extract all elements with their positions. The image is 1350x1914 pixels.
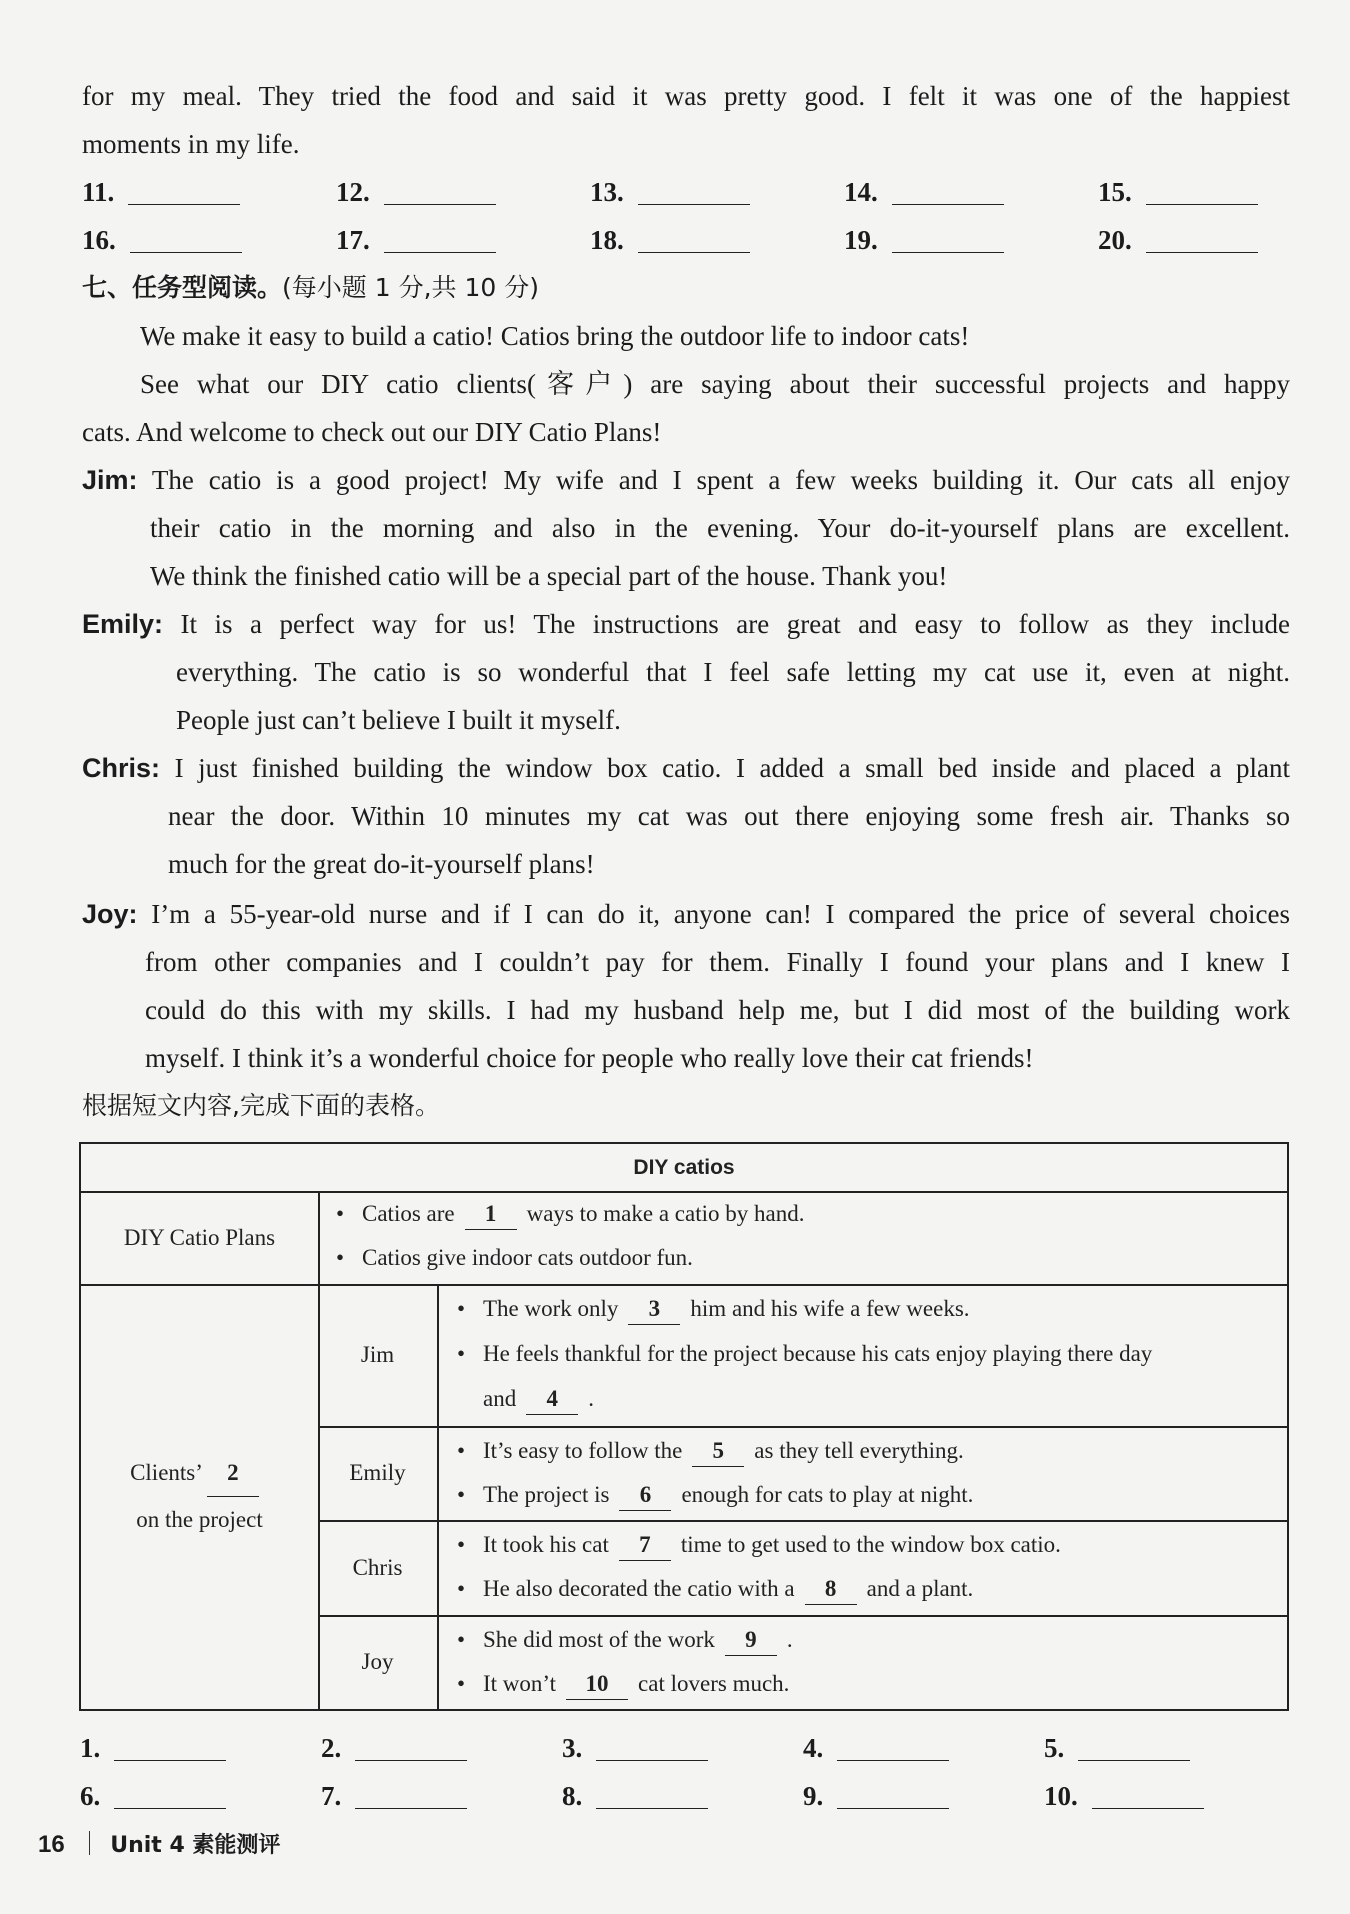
answer-blank[interactable]: 8. <box>562 1780 708 1812</box>
table-bullet: • It took his cat 7 time to get used to the window box catio. <box>457 1530 1061 1561</box>
speaker-name: Jim: <box>82 465 138 495</box>
passage-line: People just can’t believe I built it myself. <box>176 705 621 735</box>
table-bullet-cont: and 4 . <box>483 1384 594 1415</box>
row-label-clients: Clients’ 2 on the project <box>81 1284 318 1709</box>
passage-line: myself. I think it’s a wonderful choice for people who really love their cat friends! <box>145 1043 1034 1073</box>
passage-line: much for the great do-it-yourself plans! <box>168 849 595 879</box>
unit-label: Unit 4 素能测评 <box>110 1833 281 1858</box>
passage-line: Chris: I just finished building the window box catio. I added a small bed inside and placed a plant <box>82 753 1291 783</box>
answer-blank[interactable]: 13. <box>590 176 750 208</box>
page-number: 16 <box>38 1831 65 1858</box>
table-header: DIY catios <box>633 1155 735 1179</box>
client-name-chris: Chris <box>352 1554 403 1580</box>
table-bullet: • Catios are 1 ways to make a catio by hand. <box>336 1199 804 1230</box>
section-title <box>82 264 539 312</box>
answer-blanks-row <box>0 176 1350 220</box>
answer-blank[interactable]: 2. <box>321 1732 467 1764</box>
answer-blank[interactable]: 10. <box>1044 1780 1204 1812</box>
table-bullet: • He also decorated the catio with a 8 and a plant. <box>457 1574 973 1605</box>
answer-blank[interactable]: 17. <box>336 224 496 256</box>
answer-blank[interactable]: 20. <box>1098 224 1258 256</box>
page-footer <box>38 1828 280 1859</box>
passage-line: Emily: It is a perfect way for us! The instructions are great and easy to follow as they include <box>82 609 1290 639</box>
answer-blank[interactable]: 7. <box>321 1780 467 1812</box>
table-bullet: • The work only 3 him and his wife a few weeks. <box>457 1294 970 1325</box>
table-blank[interactable]: 6 <box>619 1480 671 1511</box>
table-blank[interactable]: 5 <box>692 1436 744 1467</box>
answer-blanks-row <box>0 224 1350 268</box>
passage-line: everything. The catio is so wonderful that I feel safe letting my cat use it, even at night. <box>176 657 1290 687</box>
answer-blank[interactable]: 11. <box>82 176 240 208</box>
passage-line: moments in my life. <box>82 129 300 159</box>
answer-blanks-row <box>0 1780 1350 1824</box>
client-name-emily: Emily <box>349 1460 406 1485</box>
answer-blank[interactable]: 5. <box>1044 1732 1190 1764</box>
passage-line: We think the finished catio will be a special part of the house. Thank you! <box>150 561 948 591</box>
section-heading: 七、任务型阅读。 <box>82 273 283 302</box>
answer-blank[interactable]: 16. <box>82 224 242 256</box>
task-instruction: 根据短文内容,完成下面的表格。 <box>82 1091 440 1120</box>
speaker-name: Chris: <box>82 753 161 783</box>
answer-blank[interactable]: 18. <box>590 224 750 256</box>
passage-line: We make it easy to build a catio! Catios bring the outdoor life to indoor cats! <box>140 321 970 351</box>
passage-line: near the door. Within 10 minutes my cat was out there enjoying some fresh air. Thanks so <box>168 801 1290 831</box>
answer-blank[interactable]: 4. <box>803 1732 949 1764</box>
table-blank[interactable]: 2 <box>207 1450 259 1497</box>
diy-catios-table <box>79 1142 1289 1711</box>
answer-blank[interactable]: 1. <box>80 1732 226 1764</box>
answer-blank[interactable]: 15. <box>1098 176 1258 208</box>
table-blank[interactable]: 1 <box>465 1199 517 1230</box>
client-name-jim: Jim <box>360 1342 395 1367</box>
passage-line: from other companies and I couldn’t pay for them. Finally I found your plans and I knew I <box>145 947 1290 977</box>
table-bullet: • She did most of the work 9 . <box>457 1625 793 1656</box>
footer-divider <box>89 1831 91 1855</box>
table-bullet: • Catios give indoor cats outdoor fun. <box>336 1245 693 1270</box>
table-blank[interactable]: 7 <box>619 1530 671 1561</box>
table-blank[interactable]: 10 <box>566 1669 628 1700</box>
table-bullet: • The project is 6 enough for cats to play at night. <box>457 1480 973 1511</box>
table-bullet: • It’s easy to follow the 5 as they tell everything. <box>457 1436 964 1467</box>
passage-line: See what our DIY catio clients(客户) are saying about their successful projects and happy <box>140 369 1290 399</box>
client-name-joy: Joy <box>361 1649 394 1674</box>
speaker-name: Emily: <box>82 609 164 639</box>
answer-blanks-row <box>0 1732 1350 1776</box>
answer-blank[interactable]: 12. <box>336 176 496 208</box>
passage-line: Jim: The catio is a good project! My wife and I spent a few weeks building it. Our cats all enjoy <box>82 465 1290 495</box>
table-blank[interactable]: 8 <box>805 1574 857 1605</box>
passage-line: for my meal. They tried the food and said it was pretty good. I felt it was one of the happiest <box>82 81 1290 111</box>
answer-blank[interactable]: 14. <box>844 176 1004 208</box>
answer-blank[interactable]: 9. <box>803 1780 949 1812</box>
answer-blank[interactable]: 6. <box>80 1780 226 1812</box>
speaker-name: Joy: <box>82 899 138 929</box>
table-blank[interactable]: 4 <box>526 1384 578 1415</box>
table-blank[interactable]: 9 <box>725 1625 777 1656</box>
passage-line: could do this with my skills. I had my husband help me, but I did most of the building work <box>145 995 1290 1025</box>
passage-line: their catio in the morning and also in the evening. Your do-it-yourself plans are excellent. <box>150 513 1290 543</box>
answer-blank[interactable]: 3. <box>562 1732 708 1764</box>
table-bullet: • It won’t 10 cat lovers much. <box>457 1669 789 1700</box>
row-label-plans: DIY Catio Plans <box>123 1224 276 1250</box>
section-score: (每小题 1 分,共 10 分) <box>282 273 539 302</box>
passage-line: cats. And welcome to check out our DIY Catio Plans! <box>82 417 662 447</box>
answer-blank[interactable]: 19. <box>844 224 1004 256</box>
passage-line: Joy: I’m a 55-year-old nurse and if I can do it, anyone can! I compared the price of several choices <box>82 899 1290 929</box>
table-blank[interactable]: 3 <box>628 1294 680 1325</box>
table-bullet: • He feels thankful for the project because his cats enjoy playing there day <box>457 1341 1153 1366</box>
